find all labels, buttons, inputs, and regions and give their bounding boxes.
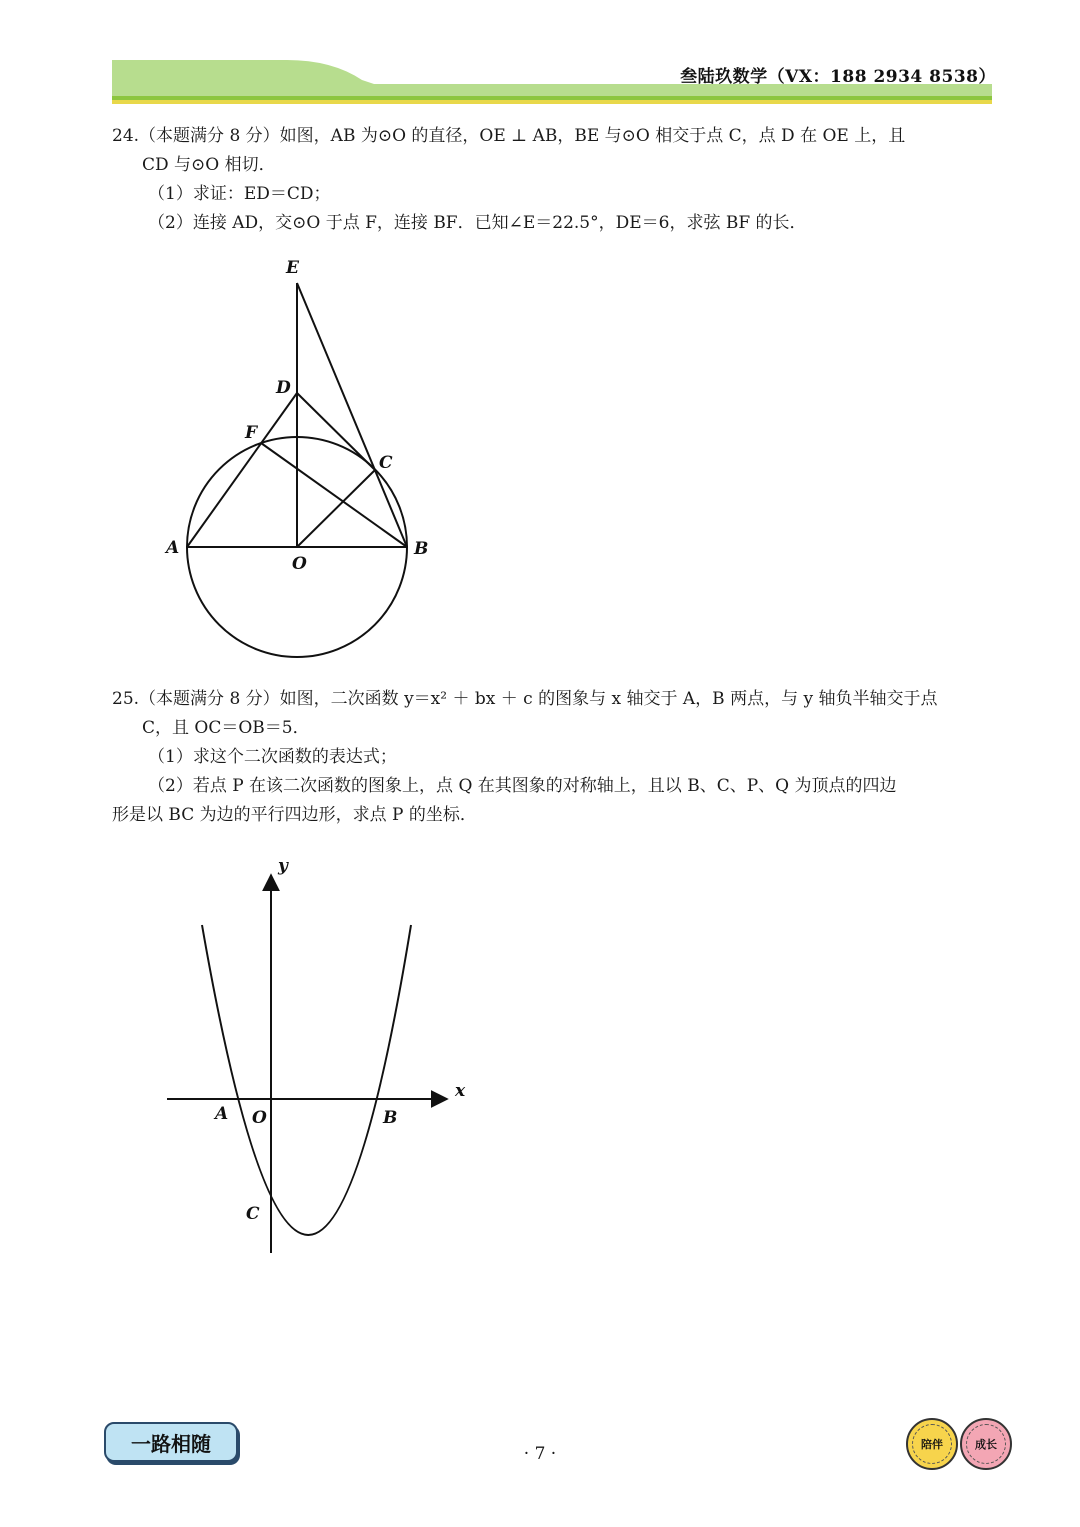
- q24-stem-c: CD 与⊙O 相切．: [142, 155, 276, 175]
- q24-stem-a: 如图，: [279, 126, 331, 146]
- label-o: O: [292, 554, 307, 574]
- footer-tag: 一路相随: [104, 1422, 238, 1462]
- label-b: B: [383, 1108, 398, 1128]
- segment-dc: [297, 393, 375, 470]
- label-c: C: [246, 1204, 260, 1224]
- q24-score: （本题满分 8 分）: [139, 126, 280, 146]
- q25-figure: [160, 850, 480, 1260]
- footer-badges: [906, 1418, 1012, 1468]
- q24-number: 24.: [112, 126, 140, 146]
- q24-part-2: （2）连接 AD，交⊙O 于点 F，连接 BF．已知∠E＝22.5°，DE＝6，求弦 BF 的长．: [148, 213, 807, 233]
- q25-stem-b: C，且 OC＝OB＝5．: [142, 718, 310, 738]
- parabola: [202, 925, 411, 1235]
- label-a: A: [215, 1104, 229, 1124]
- label-f: F: [245, 423, 258, 443]
- label-e: E: [286, 258, 299, 278]
- segment-ad: [187, 393, 297, 547]
- q25-stem-line-1: [112, 685, 992, 714]
- q25-part-1: （1）求这个二次函数的表达式；: [148, 747, 397, 767]
- label-d: D: [276, 378, 291, 398]
- q24-part-1: （1）求证：ED＝CD；: [148, 184, 331, 204]
- q25-score: （本题满分 8 分）: [139, 689, 280, 709]
- q25-part-2-a: （2）若点 P 在该二次函数的图象上，点 Q 在其图象的对称轴上，且以 B、C、P、Q 为顶点的四边: [148, 776, 897, 796]
- label-c: C: [379, 453, 393, 473]
- segment-oc: [297, 470, 375, 547]
- q25-part-2-b: 形是以 BC 为边的平行四边形，求点 P 的坐标．: [112, 805, 477, 825]
- q24-figure: [150, 250, 450, 670]
- question-25: [112, 685, 992, 830]
- badge-growth: [960, 1418, 1012, 1470]
- page-number: · 7 ·: [523, 1444, 557, 1464]
- question-24: [112, 122, 992, 238]
- label-b: B: [414, 539, 429, 559]
- badge-companion-label: 陪伴: [912, 1424, 952, 1464]
- label-x: x: [455, 1081, 466, 1101]
- badge-growth-label: 成长: [966, 1424, 1006, 1464]
- q24-stem-line-1: [112, 122, 992, 151]
- q25-number: 25.: [112, 689, 140, 709]
- label-a: A: [166, 538, 180, 558]
- header-title: 叁陆玖数学（VX：188 2934 8538）: [680, 67, 996, 87]
- badge-companion: [906, 1418, 958, 1470]
- q25-stem-a: 如图，二次函数 y＝x² ＋ bx ＋ c 的图象与 x 轴交于 A，B 两点，与 y 轴负半轴交于点: [279, 689, 938, 709]
- q24-stem-b: AB 为⊙O 的直径，OE ⊥ AB，BE 与⊙O 相交于点 C，点 D 在 OE 上，且: [330, 126, 906, 146]
- label-y: y: [278, 856, 288, 876]
- label-o: O: [252, 1108, 267, 1128]
